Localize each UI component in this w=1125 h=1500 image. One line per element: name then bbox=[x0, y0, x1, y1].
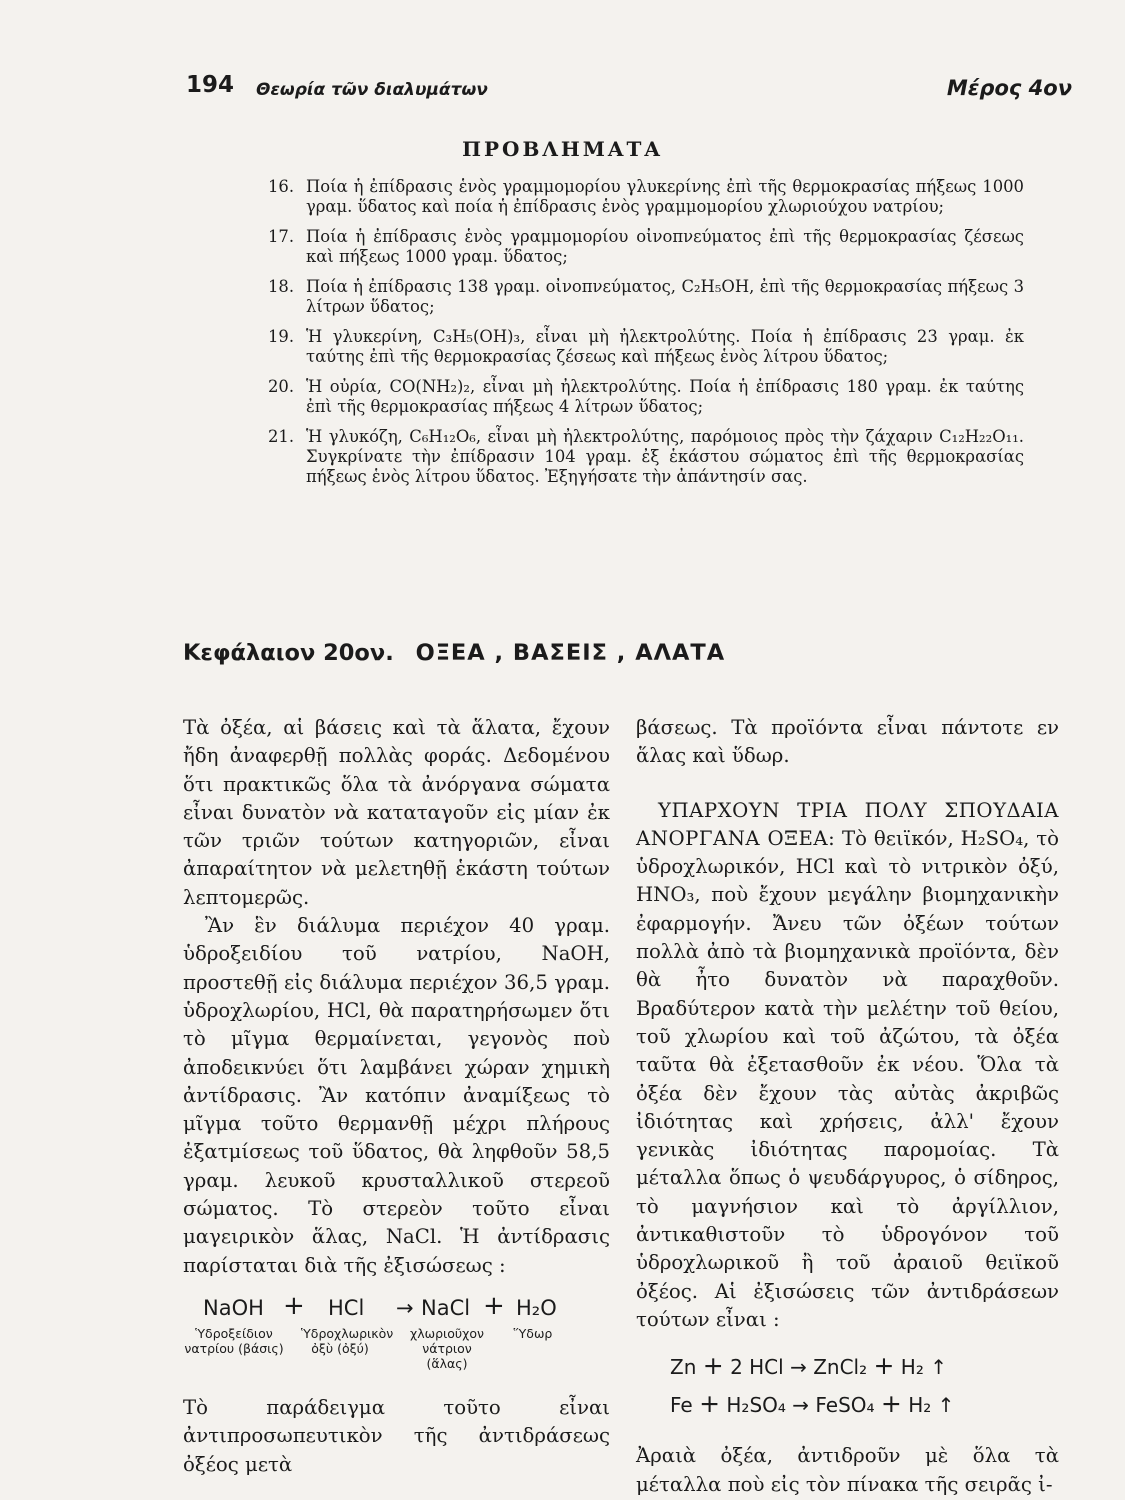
neutralization-equation bbox=[183, 1290, 610, 1394]
plus-sign: + bbox=[702, 1351, 724, 1381]
label-nacl: χλωριοῦχον νάτριον (ἅλας) bbox=[410, 1325, 484, 1371]
label-naoh: Ὑδροξείδιον νατρίου (βάσις) bbox=[184, 1325, 284, 1356]
formula-h2: H₂ bbox=[900, 1355, 924, 1380]
formula-h2so4: H₂SO₄ bbox=[726, 1393, 786, 1418]
page-header bbox=[186, 72, 1072, 112]
problem-number: 17. bbox=[268, 227, 295, 246]
formula-h2: H₂ bbox=[908, 1393, 932, 1418]
paragraph: Τὸ παράδειγμα τοῦτο εἶναι ἀντιπροσωπευτικὸν τῆς ἀντιδράσεως ὀξέος μετὰ bbox=[183, 1395, 610, 1476]
problem-item bbox=[268, 277, 1024, 317]
formula-nacl: NaCl bbox=[421, 1295, 471, 1320]
metal-acid-equations bbox=[636, 1352, 1059, 1428]
chapter-label: Κεφάλαιον 20ον. bbox=[183, 640, 394, 666]
plus-sign: + bbox=[873, 1351, 895, 1381]
problem-item bbox=[268, 327, 1024, 367]
paragraph bbox=[636, 797, 1059, 1335]
problem-number: 18. bbox=[268, 277, 295, 296]
chapter-heading bbox=[183, 640, 1043, 666]
problem-number: 19. bbox=[268, 327, 295, 346]
arrow-icon: → bbox=[396, 1295, 414, 1320]
paragraph: Ἀραιὰ ὀξέα, ἀντιδροῦν μὲ ὅλα τὰ μέταλλα ποὺ εἰς τὸν πίνακα τῆς σειρᾶς ἰ- bbox=[636, 1444, 1059, 1496]
problem-text: Ἡ γλυκερίνη, C₃H₅(OH)₃, εἶναι μὴ ἠλεκτρολύτης. Ποία ἡ ἐπίδρασις 23 γραμ. ἐκ ταύτης ἐπὶ τῆς θερμοκρασίας ζέσεως καὶ πήξεως ἑνὸς λίτρου ὕδατος; bbox=[306, 327, 1024, 366]
equation-zinc bbox=[670, 1352, 947, 1381]
formula-h2o: H₂O bbox=[516, 1295, 557, 1320]
problems-heading: ΠΡΟΒΛΗΜΑΤΑ bbox=[462, 137, 663, 161]
paragraph: βάσεως. Τὰ προϊόντα εἶναι πάντοτε εν ἅλας καὶ ὕδωρ. bbox=[636, 716, 1059, 768]
right-column bbox=[636, 714, 1059, 1499]
plus-sign: + bbox=[880, 1389, 902, 1419]
problem-number: 16. bbox=[268, 177, 295, 196]
problem-item bbox=[268, 177, 1024, 217]
problem-item bbox=[268, 427, 1024, 487]
problem-item bbox=[268, 227, 1024, 267]
page-number: 194 bbox=[186, 72, 235, 98]
plus-sign: + bbox=[699, 1389, 721, 1419]
label-hcl: Ὑδροχλωρικὸν ὀξὺ (ὀξύ) bbox=[301, 1325, 394, 1356]
plus-sign: + bbox=[283, 1290, 305, 1321]
formula-hcl: HCl bbox=[328, 1295, 365, 1320]
formula-2hcl: 2 HCl bbox=[730, 1355, 784, 1380]
arrow-up-icon: ↑ bbox=[937, 1393, 955, 1418]
arrow-icon: → bbox=[790, 1355, 807, 1380]
formula-zncl2: ZnCl₂ bbox=[813, 1355, 868, 1380]
left-column bbox=[183, 714, 610, 1479]
running-title: Θεωρία τῶν διαλυμάτων bbox=[256, 80, 488, 100]
chapter-title: ΟΞΕΑ , ΒΑΣΕΙΣ , ΑΛΑΤΑ bbox=[415, 640, 726, 666]
formula-fe: Fe bbox=[670, 1393, 693, 1418]
part-label: Μέρος 4ον bbox=[946, 76, 1072, 100]
problem-text: Ποία ἡ ἐπίδρασις 138 γραμ. οἰνοπνεύματος, C₂H₅OH, ἐπὶ τῆς θερμοκρασίας πήξεως 3 λίτρων ὕδατος; bbox=[306, 277, 1024, 316]
problem-item bbox=[268, 377, 1024, 417]
paragraph: Ἂν ἓν διάλυμα περιέχον 40 γραμ. ὑδροξειδίου τοῦ νατρίου, NaOH, προστεθῇ εἰς διάλυμα περιέχον 36,5 γραμ. ὑδροχλωρίου, HCl, θὰ παρατηρήσωμεν ὅτι τὸ μῖγμα θερμαίνεται, γεγονὸς ποὺ ἀποδεικνύει ὅτι λαμβάνει χώραν χημικὴ ἀντίδρασις. Ἂν κατόπιν ἀναμίξεως τὸ μῖγμα τοῦτο θερμανθῇ μέχρι πλήρους ἐξατμίσεως τοῦ ὕδατος, θὰ ληφθοῦν 58,5 γραμ. λευκοῦ κρυσταλλικοῦ στερεοῦ σώματος. Τὸ στερεὸν τοῦτο εἶναι μαγειρικὸν ἅλας, NaCl. Ἡ ἀντίδρασις παρίσταται διὰ τῆς ἐξισώσεως : bbox=[183, 914, 610, 1277]
plus-sign: + bbox=[483, 1290, 505, 1321]
label-h2o: Ὕδωρ bbox=[513, 1325, 553, 1341]
arrow-icon: → bbox=[792, 1393, 810, 1418]
problem-text: Ποία ἡ ἐπίδρασις ἑνὸς γραμμομορίου γλυκερίνης ἐπὶ τῆς θερμοκρασίας πήξεως 1000 γραμ. ὕδατος καὶ ποία ἡ ἐπίδρασις ἑνὸς γραμμομορίου χλωριούχου νατρίου; bbox=[306, 177, 1024, 216]
formula-zn: Zn bbox=[670, 1355, 697, 1380]
paragraph: Τὰ ὀξέα, αἱ βάσεις καὶ τὰ ἅλατα, ἔχουν ἤδη ἀναφερθῇ πολλὰς φοράς. Δεδομένου ὅτι πρακτικῶς ὅλα τὰ ἀνόργανα σώματα εἶναι δυνατὸν νὰ καταταγοῦν εἰς μίαν ἐκ τῶν τριῶν τούτων κατηγοριῶν, εἶναι ἀπαραίτητον νὰ μελετηθῇ ἑκάστη τούτων λεπτομερῶς. bbox=[183, 716, 610, 909]
formula-naoh: NaOH bbox=[203, 1295, 264, 1320]
arrow-up-icon: ↑ bbox=[930, 1355, 947, 1380]
paragraph-text: Τὸ θειϊκόν, H₂SO₄, τὸ ὑδροχλωρικόν, HCl καὶ τὸ νιτρικὸν ὀξύ, HNO₃, ποὺ ἔχουν μεγάλην βιομηχανικὴν ἐφαρμογήν. Ἄνευ τῶν ὀξέων τούτων πολλὰ ἀπὸ τὰ βιομηχανικὰ προϊόντα, δὲν θὰ ἦτο δυνατὸν νὰ παραχθοῦν. Βραδύτερον κατὰ τὴν μελέτην τοῦ θείου, τοῦ χλωρίου καὶ τοῦ ἀζώτου, τὰ ὀξέα ταῦτα θὰ ἐξετασθοῦν ἐκ νέου. Ὅλα τὰ ὀξέα δὲν ἔχουν τὰς αὐτὰς ἀκριβῶς ἰδιότητας καὶ χρήσεις, ἀλλ' ἔχουν γενικὰς ἰδιότητας παρομοίας. Τὰ μέταλλα ὅπως ὁ ψευδάργυρος, ὁ σίδηρος, τὸ μαγνήσιον καὶ τὸ ἀργίλλιον, ἀντικαθιστοῦν τὸ ὑδρογόνον τοῦ ὑδροχλωρικοῦ ἢ τοῦ ἀραιοῦ θειϊκοῦ ὀξέος. Αἱ ἐξισώσεις τῶν ἀντιδράσεων τούτων εἶναι : bbox=[636, 826, 1059, 1331]
problem-number: 21. bbox=[268, 427, 295, 446]
problem-text: Ἡ γλυκόζη, C₆H₁₂O₆, εἶναι μὴ ἠλεκτρολύτης, παρόμοιος πρὸς τὴν ζάχαριν C₁₂H₂₂O₁₁. Συγκρίνατε τὴν ἐπίδρασιν 104 γραμ. ἐξ ἑκάστου σώματος ἐπὶ τῆς θερμοκρασίας πήξεως ἑνὸς λίτρου ὕδατος. Ἐξηγήσατε τὴν ἀπάντησίν σας. bbox=[306, 427, 1024, 486]
caps-lead: ΥΠΑΡΧΟΥΝ ΤΡΙΑ ΠΟΛΥ ΣΠΟΥΔΑΙΑ ΑΝΟΡΓΑΝΑ ΟΞΕΑ: bbox=[636, 798, 1059, 850]
problem-text: Ἡ οὐρία, CO(NH₂)₂, εἶναι μὴ ἠλεκτρολύτης. Ποία ἡ ἐπίδρασις 180 γραμ. ἐκ ταύτης ἐπὶ τῆς θερμοκρασίας πήξεως 4 λίτρων ὕδατος; bbox=[306, 377, 1024, 416]
problem-number: 20. bbox=[268, 377, 295, 396]
problems-list bbox=[268, 177, 1024, 497]
problem-text: Ποία ἡ ἐπίδρασις ἑνὸς γραμμομορίου οἰνοπνεύματος ἐπὶ τῆς θερμοκρασίας ζέσεως καὶ πήξεως 1000 γραμ. ὕδατος; bbox=[306, 227, 1024, 266]
formula-feso4: FeSO₄ bbox=[815, 1393, 875, 1418]
equation-iron bbox=[670, 1390, 954, 1419]
